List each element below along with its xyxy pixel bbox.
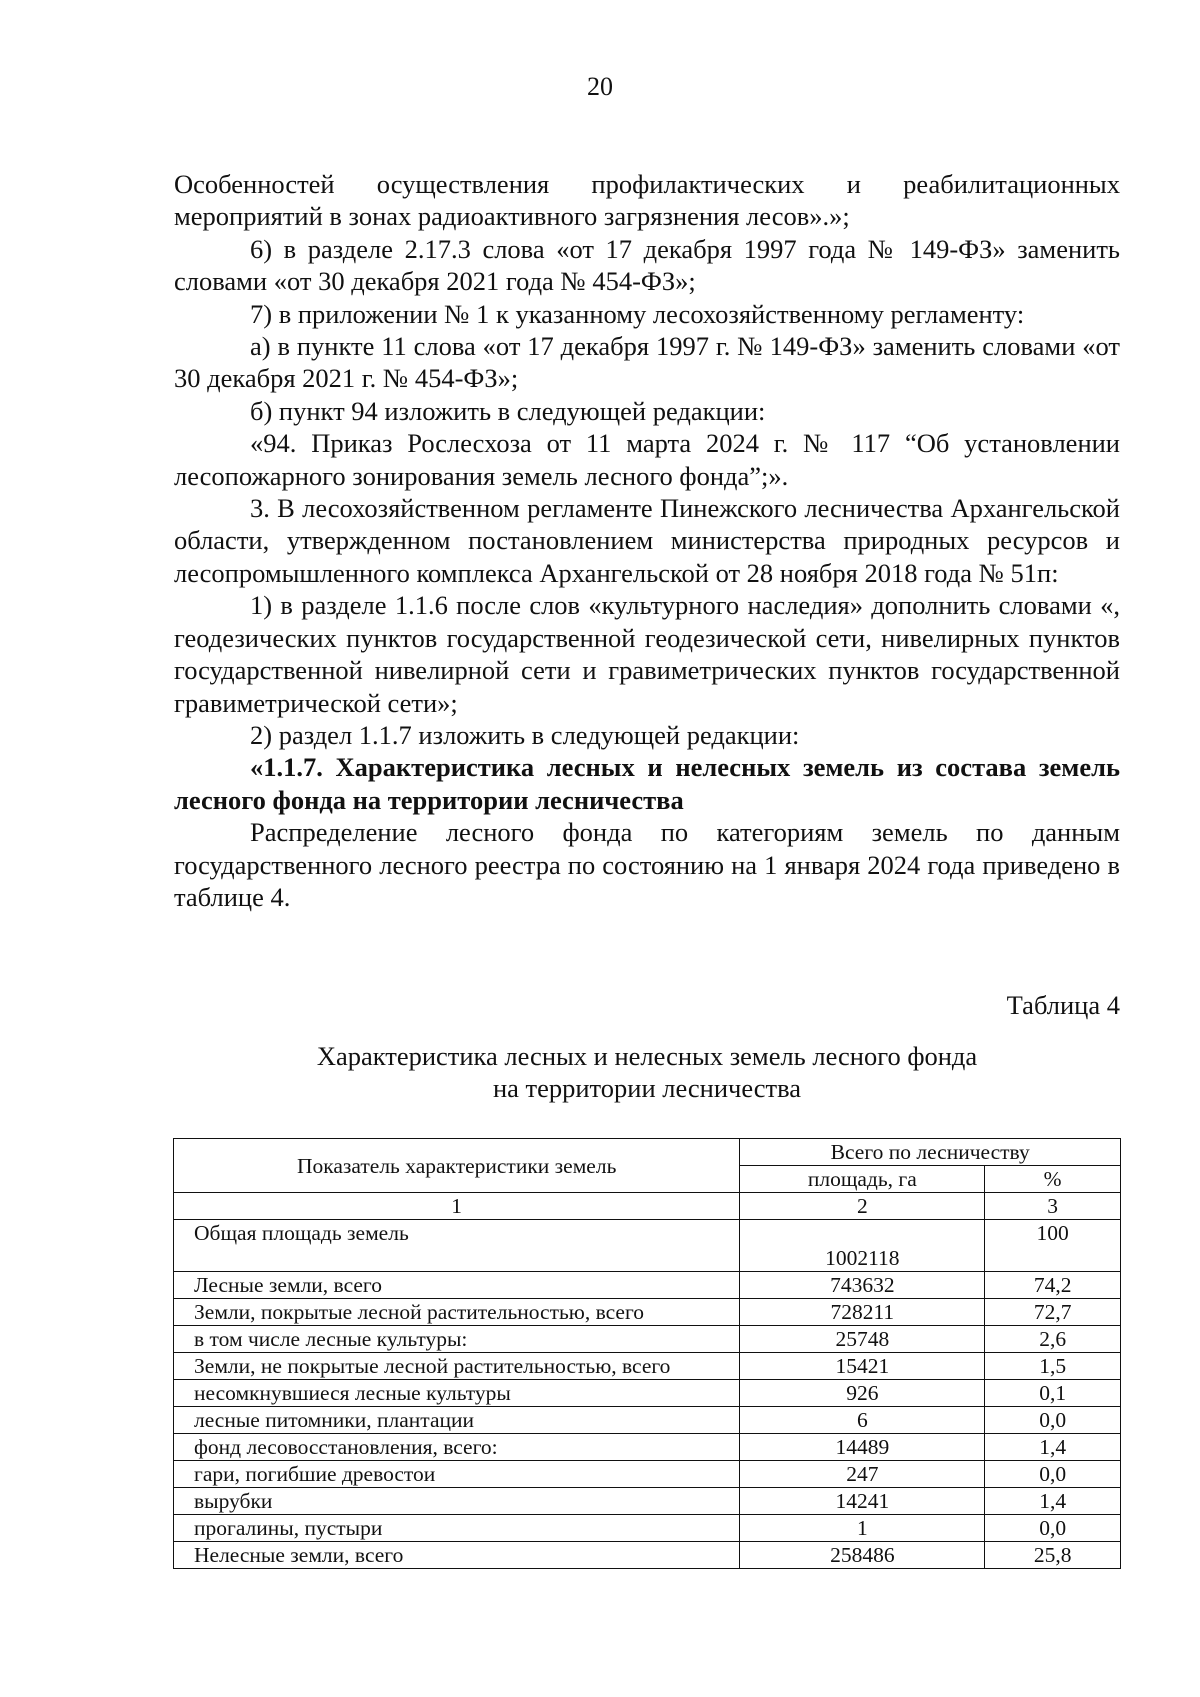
- paragraph: Распределение лесного фонда по категориям земель по данным государственного лесного реестра по состоянию на 1 января 2024 года приведено в таблице 4.: [174, 817, 1120, 912]
- row-percent: 74,2: [985, 1272, 1121, 1299]
- row-percent: 2,6: [985, 1326, 1121, 1353]
- row-label: Земли, не покрытые лесной растительностью, всего: [174, 1353, 740, 1380]
- row-area: 743632: [740, 1272, 985, 1299]
- paragraph: а) в пункте 11 слова «от 17 декабря 1997 г. № 149-ФЗ» заменить словами «от 30 декабря 2021 г. № 454-ФЗ»;: [174, 331, 1120, 394]
- row-area: 25748: [740, 1326, 985, 1353]
- paragraph: «94. Приказ Рослесхоза от 11 марта 2024 г. № 117 “Об установлении лесопожарного зонирования земель лесного фонда”;».: [174, 428, 1120, 491]
- row-area: 1: [740, 1515, 985, 1542]
- row-percent: 1,4: [985, 1434, 1121, 1461]
- row-percent: 1,4: [985, 1488, 1121, 1515]
- table-row: [174, 1272, 1121, 1299]
- land-characteristics-table: [173, 1138, 1121, 1569]
- table-caption: Таблица 4: [1006, 990, 1120, 1020]
- paragraph: Особенностей осуществления профилактических и реабилитационных мероприятий в зонах радиоактивного загрязнения лесов».»;: [174, 169, 1120, 232]
- table-row: [174, 1380, 1121, 1407]
- row-label: Лесные земли, всего: [174, 1272, 740, 1299]
- header-total: Всего по лесничеству: [740, 1139, 1121, 1166]
- table-row: [174, 1515, 1121, 1542]
- row-percent: 0,0: [985, 1461, 1121, 1488]
- section-heading: «1.1.7. Характеристика лесных и нелесных земель из состава земель лесного фонда на территории лесничества: [174, 752, 1120, 815]
- row-area: 14241: [740, 1488, 985, 1515]
- row-percent: 25,8: [985, 1542, 1121, 1569]
- paragraph: 7) в приложении № 1 к указанному лесохозяйственному регламенту:: [250, 298, 1025, 329]
- row-percent: 1,5: [985, 1353, 1121, 1380]
- row-label: Нелесные земли, всего: [174, 1542, 740, 1569]
- header-area: площадь, га: [740, 1166, 985, 1193]
- table-row: [174, 1407, 1121, 1434]
- row-label: прогалины, пустыри: [174, 1515, 740, 1542]
- paragraph: 1) в разделе 1.1.6 после слов «культурного наследия» дополнить словами «, геодезических пунктов государственной геодезической сети, нивелирных пунктов государственной нивелирной сети и гравиметрических пунктов государственной гравиметрической сети»;: [174, 590, 1120, 718]
- row-area: 247: [740, 1461, 985, 1488]
- paragraph: б) пункт 94 изложить в следующей редакции:: [250, 395, 766, 426]
- paragraph: 3. В лесохозяйственном регламенте Пинежского лесничества Архангельской области, утвержденном постановлением министерства природных ресурсов и лесопромышленного комплекса Архангельской от 28 ноября 2018 года № 51п:: [174, 493, 1120, 588]
- row-label: лесные питомники, плантации: [174, 1407, 740, 1434]
- row-percent: 0,0: [985, 1515, 1121, 1542]
- table-row: [174, 1326, 1121, 1353]
- row-area: 14489: [740, 1434, 985, 1461]
- table-row: [174, 1461, 1121, 1488]
- row-label: фонд лесовосстановления, всего:: [174, 1434, 740, 1461]
- row-percent: 0,1: [985, 1380, 1121, 1407]
- column-number: 3: [985, 1193, 1121, 1220]
- row-area: 15421: [740, 1353, 985, 1380]
- column-number: 1: [174, 1193, 740, 1220]
- paragraph: 6) в разделе 2.17.3 слова «от 17 декабря 1997 года № 149-ФЗ» заменить словами «от 30 декабря 2021 года № 454-ФЗ»;: [174, 233, 1120, 297]
- row-label: Земли, покрытые лесной растительностью, всего: [174, 1299, 740, 1326]
- row-area: 6: [740, 1407, 985, 1434]
- paragraph: 2) раздел 1.1.7 изложить в следующей редакции:: [250, 719, 800, 750]
- table-title: [174, 1040, 1120, 1104]
- row-percent: 100: [985, 1220, 1121, 1272]
- row-percent: 0,0: [985, 1407, 1121, 1434]
- column-number-row: [174, 1193, 1121, 1220]
- table-row: [174, 1542, 1121, 1569]
- header-percent: %: [985, 1166, 1121, 1193]
- body-text: [174, 168, 1120, 913]
- row-area: 926: [740, 1380, 985, 1407]
- row-area: 728211: [740, 1299, 985, 1326]
- table-row: [174, 1353, 1121, 1380]
- table-title-line: на территории лесничества: [492, 1073, 802, 1103]
- table-header-row: [174, 1139, 1121, 1166]
- table-row: [174, 1434, 1121, 1461]
- page-number: 20: [587, 72, 613, 101]
- table-row: [174, 1220, 1121, 1272]
- row-area: 258486: [740, 1542, 985, 1569]
- row-area: 1002118: [740, 1220, 985, 1272]
- row-label: несомкнувшиеся лесные культуры: [174, 1380, 740, 1407]
- table-title-line: Характеристика лесных и нелесных земель лесного фонда: [316, 1041, 978, 1071]
- row-label: в том числе лесные культуры:: [174, 1326, 740, 1353]
- row-percent: 72,7: [985, 1299, 1121, 1326]
- row-label: Общая площадь земель: [174, 1220, 740, 1272]
- table-row: [174, 1299, 1121, 1326]
- table-row: [174, 1488, 1121, 1515]
- row-label: вырубки: [174, 1488, 740, 1515]
- row-label: гари, погибшие древостои: [174, 1461, 740, 1488]
- column-number: 2: [740, 1193, 985, 1220]
- header-indicator: Показатель характеристики земель: [174, 1139, 740, 1193]
